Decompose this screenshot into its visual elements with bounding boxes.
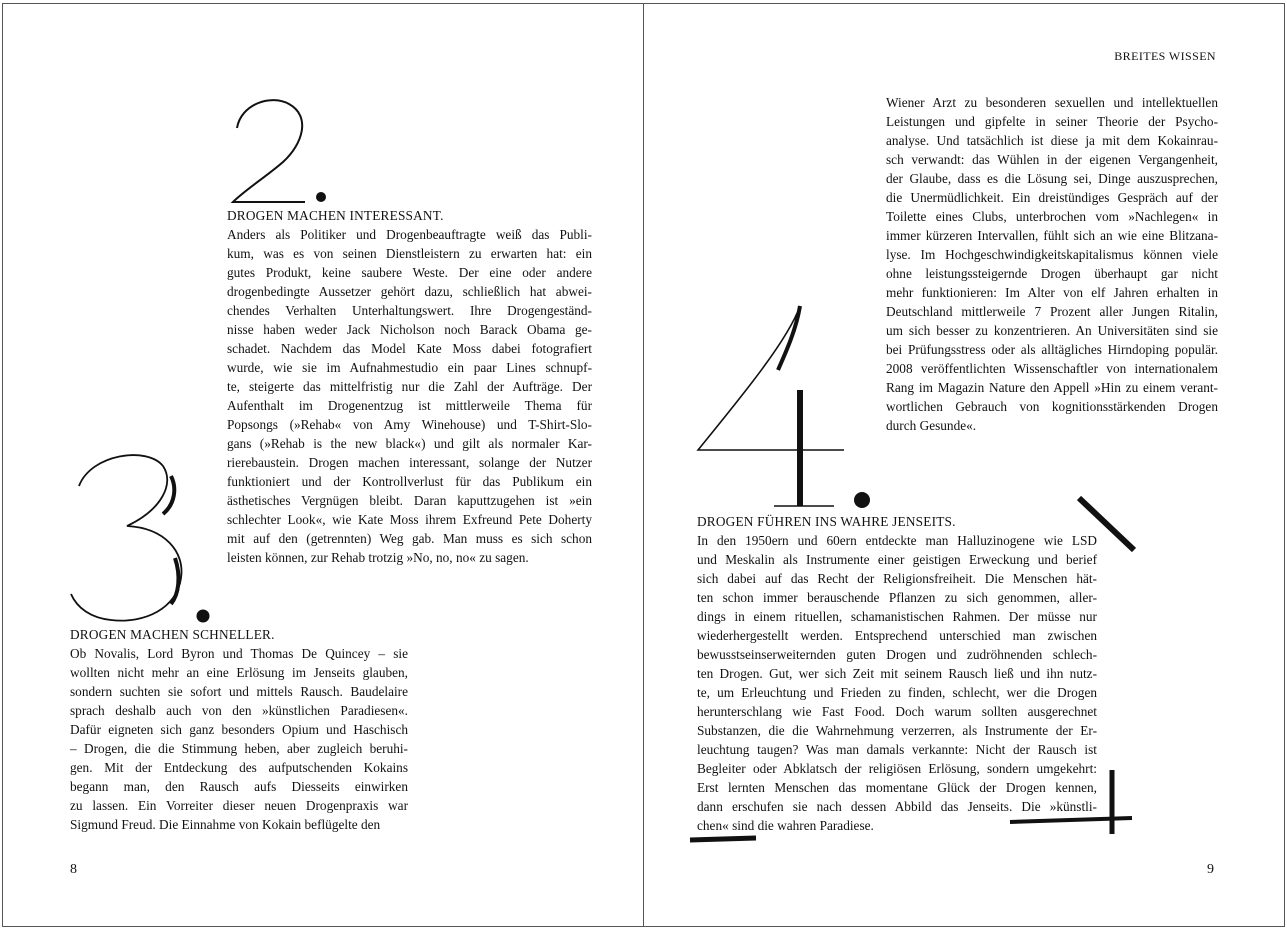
text-line: Ob Novalis, Lord Byron und Thomas De Quincey – sie <box>70 646 408 661</box>
text-line: zu lassen. Ein Vorreiter dieser neuen Drogenpraxis war <box>70 798 408 813</box>
text-line: um sich besser zu konzentrieren. An Universitäten sind sie <box>886 323 1218 338</box>
text-line: Wiener Arzt zu besonderen sexuellen und intellektuellen <box>886 95 1218 110</box>
text-line: sch verwandt: das Wühlen in der eigenen Vergangenheit, <box>886 152 1218 167</box>
text-line: In den 1950ern und 60ern entdeckte man Halluzinogene wie LSD <box>697 533 1097 548</box>
text-line: funktioniert und der Kontrollverlust für das Publikum ein <box>227 474 592 489</box>
text-line: gutes Produkt, keine saubere Weste. Der eine oder andere <box>227 265 592 280</box>
text-line: kum, was es von seinen Dienstleistern zu erwarten hat: ein <box>227 246 592 261</box>
text-line: wollten nicht mehr an eine Erlösung im Jenseits glauben, <box>70 665 408 680</box>
text-line: nisse haben weder Jack Nicholson noch Barack Obama ge- <box>227 322 592 337</box>
text-line: ästhetisches Vergnügen bleibt. Daran kaputtzugehen ist »ein <box>227 493 592 508</box>
freud-continuation <box>886 93 1218 435</box>
text-line: wiederhergestellt werden. Entsprechend unterschied man zwischen <box>697 628 1097 643</box>
text-line: ohne leistungssteigernde Drogen überhaupt gar nicht <box>886 266 1218 281</box>
text-line: bewusstseinserweiternden guten Drogen und zudröhnenden schlech- <box>697 647 1097 662</box>
text-line: te, um Erleuchtung und Frieden zu finden, schlecht, wer die Drogen <box>697 685 1097 700</box>
text-line: gans (»Rehab is the new black«) und gilt als normaler Kar- <box>227 436 592 451</box>
text-line: die Unermüdlichkeit. Ein dreistündiges Gespräch auf der <box>886 190 1218 205</box>
right-page <box>643 3 1285 927</box>
text-line: analyse. Und tatsächlich ist diese ja mit dem Kokainrau- <box>886 133 1218 148</box>
text-line: schadet. Nachdem das Model Kate Moss dabei fotografiert <box>227 341 592 356</box>
text-line: dings in einem rituellen, schamanistischen Rahmen. Der müsse nur <box>697 609 1097 624</box>
text-line: herunterschlang wie Fast Food. Doch warum sollten ausgerechnet <box>697 704 1097 719</box>
text-line: Anders als Politiker und Drogenbeauftragte weiß das Publi- <box>227 227 592 242</box>
text-line: leuchtung taugen? Was man damals verkannte: Nicht der Rausch ist <box>697 742 1097 757</box>
numeral-4-glyph <box>696 300 876 512</box>
section-4-heading: DROGEN FÜHREN INS WAHRE JENSEITS. <box>697 514 956 529</box>
text-line: immer kürzeren Intervallen, fühlt sich an wie eine Blitzana- <box>886 228 1218 243</box>
text-line: chen« sind die wahren Paradiese. <box>697 818 874 833</box>
text-line: sprach deshalb auch von den »künstlichen Paradiesen«. <box>70 703 408 718</box>
text-line: Deutschland mittlerweile 7 Prozent aller Jungen Ritalin, <box>886 304 1218 319</box>
section-3 <box>70 625 408 834</box>
text-line: te, steigerte das mittelfristig nur die Zahl der Aufträge. Der <box>227 379 592 394</box>
text-line: sondern suchten sie sofort und mittels Rausch. Baudelaire <box>70 684 408 699</box>
numeral-3-glyph <box>67 448 217 628</box>
text-line: der Glaube, dass es die Lösung sei, Dinge auszusprechen, <box>886 171 1218 186</box>
text-line: sich dabei auf das Recht der Religionsfreiheit. Die Menschen hät- <box>697 571 1097 586</box>
text-line: Sigmund Freud. Die Einnahme von Kokain beflügelte den <box>70 817 381 832</box>
text-line: Erst lernten Menschen das momentane Glück der Drogen kennen, <box>697 780 1097 795</box>
text-line: Aufenthalt im Drogenentzug ist mittlerweile Thema für <box>227 398 592 413</box>
text-line: gen. Mit der Entdeckung des aufputschenden Kokains <box>70 760 408 775</box>
text-line: und Meskalin als Instrumente einer geistigen Erweckung und berief <box>697 552 1097 567</box>
section-4-body <box>697 531 1097 835</box>
text-line: dann erschufen sie nach dessen Abbild das Jenseits. Die »künstli- <box>697 799 1097 814</box>
continuation-body <box>886 93 1218 435</box>
text-line: Toilette eines Clubs, unterbrochen vom »Nachlegen« in <box>886 209 1218 224</box>
text-line: Dafür eigneten sich ganz besonders Opium und Haschisch <box>70 722 408 737</box>
text-line: ten schon immer berauschende Pflanzen zu sich genommen, aller- <box>697 590 1097 605</box>
text-line: begann man, den Rausch aufs Diesseits einwirken <box>70 779 408 794</box>
text-line: ten Drogen. Gut, wer sich Zeit mit seinem Rausch ließ und ihn nutz- <box>697 666 1097 681</box>
text-line: schlechter Look«, wie Kate Moss ihrem Exfreund Pete Doherty <box>227 512 592 527</box>
section-3-heading: DROGEN MACHEN SCHNELLER. <box>70 627 275 642</box>
running-head: BREITES WISSEN <box>1114 49 1216 63</box>
text-line: rierebaustein. Drogen machen interessant, solange der Nutzer <box>227 455 592 470</box>
text-line: chendes Verhalten Unterhaltungswert. Ihre Drogengeständ- <box>227 303 592 318</box>
numeral-2-glyph <box>227 96 337 208</box>
text-line: wurde, wie sie im Aufnahmestudio ein paar Lines schnupf- <box>227 360 592 375</box>
text-line: 2008 veröffentlichten Wissenschaftler von internationalem <box>886 361 1218 376</box>
page-number-left: 8 <box>70 862 77 877</box>
text-line: mehr funktionieren: Im Alter von elf Jahren erhalten in <box>886 285 1218 300</box>
section-3-body <box>70 644 408 834</box>
section-4 <box>697 512 1097 835</box>
left-page <box>2 3 645 927</box>
text-line: mit auf den (getrennten) Weg gab. Man muss es sich schon <box>227 531 592 546</box>
text-line: durch Gesunde«. <box>886 418 977 433</box>
section-2 <box>227 206 592 567</box>
section-2-heading: DROGEN MACHEN INTERESSANT. <box>227 208 444 223</box>
text-line: – Drogen, die die Stimmung heben, aber zugleich beruhi- <box>70 741 408 756</box>
text-line: Popsongs (»Rehab« von Amy Winehouse) und T-Shirt-Slo- <box>227 417 592 432</box>
text-line: lyse. Im Hochgeschwindigkeitskapitalismus können viele <box>886 247 1218 262</box>
text-line: Rang im Magazin Nature den Appell »Hin zu einem verant- <box>886 380 1218 395</box>
text-line: wortlichen Gebrauch von kognitionsstärkenden Drogen <box>886 399 1218 414</box>
text-line: Begleiter oder Abklatsch der religiösen Erlösung, sondern umgekehrt: <box>697 761 1097 776</box>
page-number-right: 9 <box>1207 862 1214 877</box>
text-line: Substanzen, die die Wahrnehmung verzerren, als Instrumente der Er- <box>697 723 1097 738</box>
text-line: Leistungen und gipfelte in seiner Theorie der Psycho- <box>886 114 1218 129</box>
text-line: drogenbedingte Aussetzer gehört dazu, schließlich hat abwei- <box>227 284 592 299</box>
text-line: bei Prüfungsstress oder als alltägliches Hirndoping populär. <box>886 342 1218 357</box>
text-line: leisten können, zur Rehab trotzig »No, no, no« zu sagen. <box>227 550 529 565</box>
section-2-body <box>227 225 592 567</box>
